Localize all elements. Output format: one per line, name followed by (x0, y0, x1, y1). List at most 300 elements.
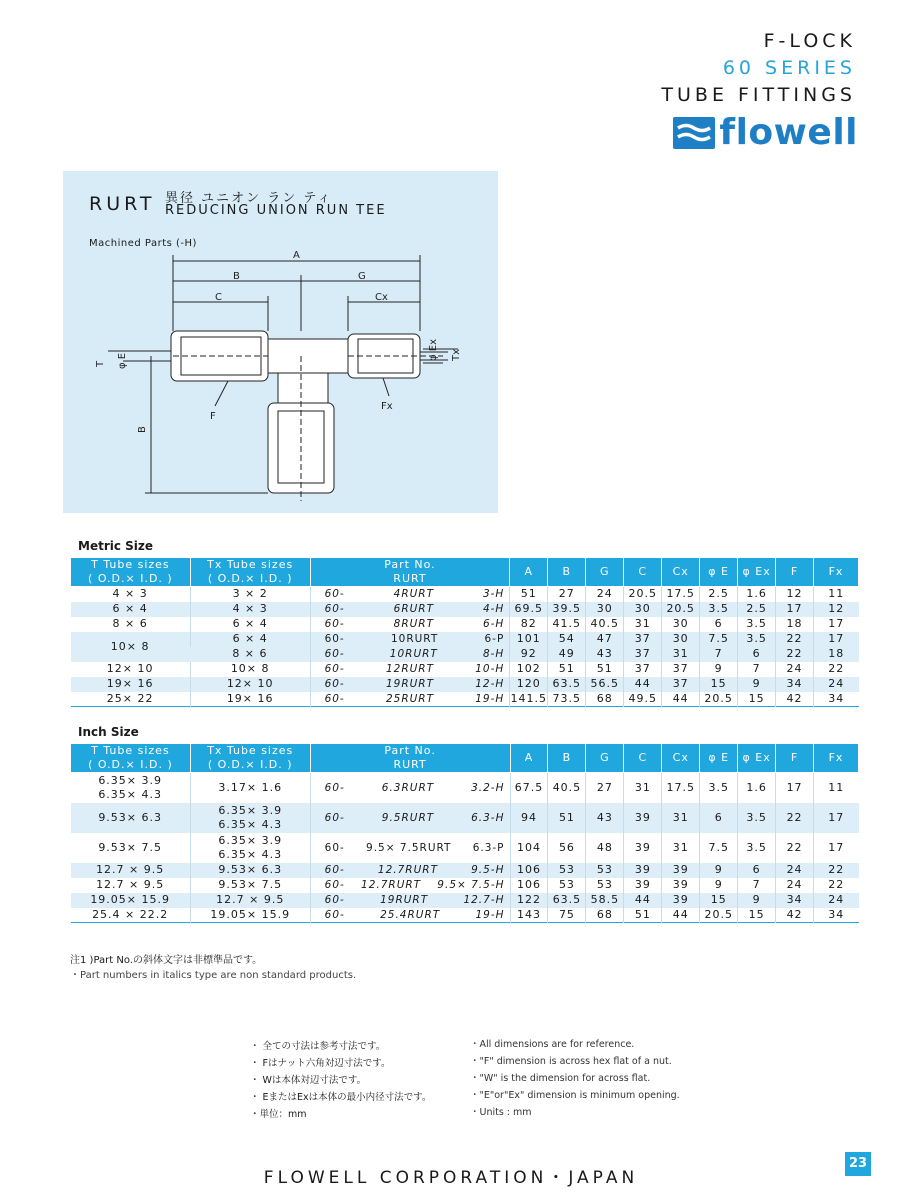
reference-note-en: ・All dimensions are for reference. (470, 1039, 635, 1050)
part-code: 12RURT (385, 663, 435, 675)
reference-note-jp: ・ Wは本体対辺寸法です。 (250, 1075, 367, 1086)
part-prefix: 60- (324, 603, 345, 615)
tx-tube-cell: 19× 16 (190, 692, 310, 707)
dim-phiex-cell: 7 (738, 662, 776, 677)
part-number-cell (310, 677, 510, 692)
tx-tube-value: 6.35× 3.9 (218, 803, 283, 817)
dim-g-cell: 51 (586, 662, 624, 677)
part-number (311, 841, 510, 855)
part-code: 6RURT (393, 603, 435, 615)
header-tube-fittings: TUBE FITTINGS (661, 84, 856, 106)
product-name-jp: 異径 ユニオン ラン ティ (165, 191, 333, 206)
header-a: A (510, 558, 548, 587)
header-part-no: Part No. RURT (310, 744, 510, 773)
dim-fx-cell: 34 (814, 692, 859, 707)
flowell-logo (673, 112, 858, 153)
dim-b-cell: 41.5 (548, 617, 586, 632)
table-row (71, 617, 859, 632)
t-tube-cell: 12× 10 (106, 662, 154, 675)
part-number (311, 632, 510, 646)
dim-label-phi-e: φ E (117, 352, 128, 369)
dim-label-a: A (293, 250, 300, 261)
tx-tube-values (191, 908, 310, 922)
dim-g-cell: 56.5 (586, 677, 624, 692)
dim-f-cell: 22 (776, 833, 814, 863)
dim-f-cell: 22 (776, 647, 814, 662)
dim-phie-cell: 9 (700, 878, 738, 893)
dim-g-cell: 68 (586, 908, 624, 923)
part-suffix: 4-H (482, 603, 505, 615)
dim-phiex-cell: 7 (738, 878, 776, 893)
t-tube-cell (71, 833, 191, 863)
dim-label-c: C (215, 292, 222, 303)
part-number (311, 863, 510, 877)
reference-notes-en (470, 1036, 680, 1121)
t-tube-cell (71, 893, 191, 908)
dim-phie-cell: 9 (700, 662, 738, 677)
dim-f-cell: 17 (776, 773, 814, 803)
tx-tube-value: 9.53× 6.3 (218, 863, 283, 876)
reference-note-en: ・"E"or"Ex" dimension is minimum opening. (470, 1090, 680, 1101)
dim-b-cell: 53 (548, 878, 586, 893)
dim-phie-cell: 7 (700, 647, 738, 662)
part-number-cell (310, 617, 510, 632)
dim-cx-cell: 31 (662, 803, 700, 833)
part-prefix: 60- (324, 663, 345, 675)
part-code: 9.5RURT (381, 811, 435, 824)
dim-c-cell: 20.5 (624, 587, 662, 602)
dim-phie-cell: 3.5 (700, 602, 738, 617)
flowell-logo-text: flowell (719, 112, 858, 153)
table-row (71, 893, 859, 908)
part-code: 25.4RURT (380, 908, 441, 921)
dim-f-cell: 22 (776, 632, 814, 647)
tx-tube-cell (190, 908, 310, 923)
t-tube-cell (71, 878, 191, 893)
t-tube-value: 9.53× 7.5 (98, 840, 163, 854)
table-row (71, 878, 859, 893)
dim-phie-cell: 15 (700, 677, 738, 692)
dim-fx-cell: 24 (814, 677, 859, 692)
header-tx-tube: Tx Tube sizes ( O.D.× I.D. ) (190, 558, 310, 587)
header-phi-ex: φ Ex (738, 558, 776, 587)
part-number-cell (310, 587, 510, 602)
header-phi-ex: φ Ex (738, 744, 776, 773)
header-b: B (548, 558, 586, 587)
dim-b-cell: 63.5 (548, 677, 586, 692)
dim-c-cell: 49.5 (624, 692, 662, 707)
dim-fx-cell: 17 (814, 833, 859, 863)
header-part-no: Part No. RURT (310, 558, 510, 587)
dim-phie-cell: 15 (700, 893, 738, 908)
dim-c-cell: 30 (624, 602, 662, 617)
t-tube-cell: 4 × 3 (112, 587, 148, 601)
dim-g-cell: 53 (586, 863, 624, 878)
dim-label-t: T (95, 360, 106, 367)
dim-g-cell: 43 (586, 647, 624, 662)
dim-a-cell: 92 (510, 647, 548, 662)
header-t-tube: T Tube sizes ( O.D.× I.D. ) (71, 744, 191, 773)
dim-b-cell: 49 (548, 647, 586, 662)
reference-note-en: ・"F" dimension is across hex flat of a nut. (470, 1056, 672, 1067)
dim-fx-cell: 24 (814, 893, 859, 908)
t-tube-values (71, 908, 190, 922)
dim-phie-cell: 2.5 (700, 587, 738, 602)
dim-f-cell: 17 (776, 602, 814, 617)
t-tube-cell (71, 863, 191, 878)
part-suffix: 19-H (475, 692, 505, 705)
part-number-cell (310, 908, 510, 923)
t-tube-value: 9.53× 6.3 (98, 810, 163, 824)
part-suffix: 9.5-H (471, 864, 505, 876)
dim-cx-cell: 39 (662, 878, 700, 893)
t-tube-values (71, 811, 190, 825)
dim-phiex-cell: 3.5 (738, 617, 776, 632)
dim-label-tx: Tx (451, 348, 462, 361)
dim-cx-cell: 44 (662, 908, 700, 923)
header-flock: F-LOCK (763, 30, 856, 52)
reference-note-en: ・Units : mm (470, 1107, 532, 1118)
dim-cx-cell: 44 (662, 692, 700, 707)
part-number (311, 617, 510, 631)
dim-cx-cell: 37 (662, 662, 700, 677)
table-row (71, 908, 859, 923)
tx-tube-value: 9.53× 7.5 (218, 878, 283, 891)
dim-cx-cell: 39 (662, 863, 700, 878)
part-prefix: 60- (324, 879, 345, 891)
t-tube-cell (71, 908, 191, 923)
dim-c-cell: 44 (624, 893, 662, 908)
table-row (71, 662, 859, 677)
part-prefix: 60- (324, 841, 345, 854)
dim-fx-cell: 17 (814, 617, 859, 632)
dim-c-cell: 51 (624, 908, 662, 923)
t-tube-values (71, 878, 190, 892)
part-number (311, 908, 510, 922)
dim-fx-cell: 17 (814, 632, 859, 647)
part-code: 10RURT (390, 633, 439, 645)
part-suffix: 3.2-H (471, 781, 505, 794)
dim-phie-cell: 6 (700, 803, 738, 833)
dim-a-cell: 120 (510, 677, 548, 692)
tx-tube-cell (190, 803, 310, 833)
dim-a-cell: 51 (510, 587, 548, 602)
dim-cx-cell: 20.5 (662, 602, 700, 617)
flowell-logo-mark-icon (673, 117, 715, 149)
part-suffix: 12.7-H (463, 894, 505, 906)
part-number (311, 692, 510, 706)
part-prefix: 60- (324, 633, 345, 645)
dim-cx-cell: 31 (662, 833, 700, 863)
reference-note-jp: ・ 全ての寸法は参考寸法です。 (250, 1041, 386, 1052)
dim-g-cell: 68 (586, 692, 624, 707)
dim-phie-cell: 20.5 (700, 908, 738, 923)
header-f: F (776, 744, 814, 773)
dim-c-cell: 37 (624, 632, 662, 647)
dim-phiex-cell: 15 (738, 692, 776, 707)
header-g: G (586, 744, 624, 773)
dim-cx-cell: 37 (662, 677, 700, 692)
machined-parts-label: Machined Parts (-H) (89, 238, 197, 249)
part-number-cell (310, 647, 510, 662)
part-number-cell (310, 632, 510, 647)
part-suffix: 10-H (475, 663, 505, 675)
dim-a-cell: 104 (510, 833, 548, 863)
part-number-cell (310, 863, 510, 878)
part-prefix: 60- (324, 894, 345, 906)
metric-size-label: Metric Size (78, 539, 154, 553)
t-tube-values (71, 774, 190, 802)
table-row (71, 833, 859, 863)
table-row (71, 803, 859, 833)
dim-a-cell: 82 (510, 617, 548, 632)
dim-cx-cell: 30 (662, 617, 700, 632)
dim-phiex-cell: 9 (738, 893, 776, 908)
dim-phie-cell: 7.5 (700, 833, 738, 863)
part-code: 9.5× 7.5RURT (366, 841, 452, 854)
dim-label-fx: Fx (381, 401, 393, 412)
header-t-tube: T Tube sizes ( O.D.× I.D. ) (71, 558, 191, 587)
t-tube-value: 19.05× 15.9 (90, 893, 171, 906)
header-b: B (548, 744, 586, 773)
dim-phie-cell: 3.5 (700, 773, 738, 803)
part-code: 4RURT (393, 588, 435, 601)
part-number-cell (310, 893, 510, 908)
dim-c-cell: 37 (624, 647, 662, 662)
header-phi-e: φ E (700, 558, 738, 587)
dim-cx-cell: 30 (662, 632, 700, 647)
tx-tube-values (191, 804, 310, 832)
dim-a-cell: 94 (510, 803, 548, 833)
reference-note-en: ・"W" is the dimension for across flat. (470, 1073, 651, 1084)
table-row (71, 773, 859, 803)
reference-note-jp: ・ Fはナット六角対辺寸法です。 (250, 1058, 391, 1069)
tx-tube-cell: 6 × 4 (190, 632, 310, 647)
t-tube-value: 12.7 × 9.5 (96, 878, 165, 891)
reference-notes-jp (250, 1038, 431, 1123)
header-series: 60 SERIES (722, 57, 856, 79)
t-tube-values (71, 863, 190, 877)
t-tube-value: 12.7 × 9.5 (96, 863, 165, 876)
header-c: C (624, 744, 662, 773)
dim-phie-cell: 7.5 (700, 632, 738, 647)
reference-note-jp: ・単位：mm (250, 1109, 307, 1120)
tx-tube-value: 6.35× 4.3 (218, 817, 283, 831)
dim-b-cell: 54 (548, 632, 586, 647)
dim-phiex-cell: 9 (738, 677, 776, 692)
dim-phiex-cell: 3.5 (738, 632, 776, 647)
dim-b-cell: 53 (548, 863, 586, 878)
part-suffix: 6.3-P (472, 841, 505, 854)
part-code: 10RURT (389, 648, 438, 660)
inch-size-table (70, 743, 859, 923)
footer-company: FLOWELL CORPORATION・JAPAN (263, 1168, 639, 1188)
t-tube-values (71, 893, 190, 907)
t-tube-cell: 6 × 4 (71, 602, 191, 617)
part-number-cell (310, 878, 510, 893)
part-number (311, 878, 510, 892)
dim-label-phi-ex: φ Ex (428, 338, 439, 361)
dim-g-cell: 43 (586, 803, 624, 833)
t-tube-value: 25.4 × 22.2 (92, 907, 169, 921)
part-suffix: 8-H (482, 648, 505, 660)
dim-g-cell: 48 (586, 833, 624, 863)
part-prefix: 60- (324, 618, 345, 630)
t-tube-cell (71, 773, 191, 803)
dim-g-cell: 30 (586, 602, 624, 617)
part-code: 12.7RURT (361, 879, 422, 891)
tx-tube-value: 19.05× 15.9 (210, 907, 291, 921)
dim-g-cell: 58.5 (586, 893, 624, 908)
dim-f-cell: 18 (776, 617, 814, 632)
dim-label-b-vertical: B (137, 426, 148, 433)
dim-label-g: G (358, 271, 366, 282)
t-tube-value: 6.35× 3.9 (98, 773, 163, 787)
dim-a-cell: 143 (510, 908, 548, 923)
dim-f-cell: 12 (776, 587, 814, 602)
part-suffix: 6-P (484, 633, 505, 645)
part-code: 8RURT (393, 618, 435, 630)
table-row (71, 692, 859, 707)
tx-tube-cell (190, 878, 310, 893)
dim-label-b: B (233, 271, 240, 282)
dim-b-cell: 27 (548, 587, 586, 602)
dim-phie-cell: 9 (700, 863, 738, 878)
part-suffix: 9.5× 7.5-H (437, 879, 505, 891)
part-number-cell (310, 773, 510, 803)
t-tube-cell: 10× 8 (71, 632, 191, 662)
part-number (311, 677, 510, 691)
note-italics-jp: 注1 )Part No.の斜体文字は非標準品です。 (70, 955, 263, 966)
header-cx: Cx (662, 744, 700, 773)
dim-f-cell: 22 (776, 803, 814, 833)
dim-c-cell: 37 (624, 662, 662, 677)
header-a: A (510, 744, 548, 773)
part-number (311, 781, 510, 795)
dim-c-cell: 44 (624, 677, 662, 692)
dim-fx-cell: 11 (814, 773, 859, 803)
part-number (311, 587, 510, 601)
reference-note-jp: ・ EまたはExは本体の最小内径寸法です。 (250, 1092, 432, 1103)
dim-f-cell: 34 (776, 677, 814, 692)
dim-phiex-cell: 1.6 (738, 587, 776, 602)
tx-tube-cell (190, 893, 310, 908)
part-prefix: 60- (324, 588, 345, 601)
header-c: C (624, 558, 662, 587)
dim-b-cell: 51 (548, 803, 586, 833)
dim-phiex-cell: 15 (738, 908, 776, 923)
table-row (71, 602, 859, 617)
tx-tube-value: 6.35× 4.3 (218, 847, 283, 861)
dim-g-cell: 40.5 (586, 617, 624, 632)
part-prefix: 60- (324, 864, 345, 876)
part-prefix: 60- (324, 781, 345, 794)
part-suffix: 6-H (482, 618, 505, 630)
part-code: 25RURT (385, 692, 435, 705)
part-suffix: 12-H (475, 678, 505, 690)
tx-tube-cell (190, 863, 310, 878)
part-number (311, 647, 510, 661)
dim-phiex-cell: 3.5 (738, 833, 776, 863)
dim-c-cell: 31 (624, 773, 662, 803)
part-code: 6.3RURT (381, 781, 435, 794)
dim-label-f: F (210, 411, 216, 422)
part-prefix: 60- (324, 678, 345, 690)
part-number-cell (310, 803, 510, 833)
table-row (71, 863, 859, 878)
dim-c-cell: 31 (624, 617, 662, 632)
t-tube-cell: 19× 16 (71, 677, 191, 692)
part-number (311, 662, 510, 676)
dim-f-cell: 42 (776, 692, 814, 707)
tx-tube-values (191, 834, 310, 862)
dim-c-cell: 39 (624, 803, 662, 833)
dim-phiex-cell: 2.5 (738, 602, 776, 617)
drawing-panel (63, 171, 498, 513)
tx-tube-values (191, 893, 310, 907)
part-code: 19RURT (380, 894, 429, 906)
table-row (71, 587, 859, 602)
dim-cx-cell: 17.5 (662, 773, 700, 803)
dim-b-cell: 51 (548, 662, 586, 677)
dim-phiex-cell: 6 (738, 647, 776, 662)
dim-b-cell: 40.5 (548, 773, 586, 803)
dim-f-cell: 24 (776, 878, 814, 893)
dim-c-cell: 39 (624, 863, 662, 878)
header-tx-tube: Tx Tube sizes ( O.D.× I.D. ) (190, 744, 310, 773)
dim-f-cell: 24 (776, 863, 814, 878)
dim-cx-cell: 31 (662, 647, 700, 662)
part-number-cell (310, 833, 510, 863)
dim-phiex-cell: 6 (738, 863, 776, 878)
t-tube-cell: 8 × 6 (112, 617, 148, 630)
dim-fx-cell: 18 (814, 647, 859, 662)
tx-tube-cell: 6 × 4 (190, 617, 310, 632)
table-row (71, 677, 859, 692)
t-tube-value: 6.35× 4.3 (98, 787, 163, 801)
dim-a-cell: 106 (510, 863, 548, 878)
dim-fx-cell: 34 (814, 908, 859, 923)
dim-a-cell: 141.5 (510, 691, 548, 705)
dim-fx-cell: 12 (814, 602, 859, 617)
dim-fx-cell: 22 (814, 878, 859, 893)
metric-size-table (70, 557, 859, 707)
dim-a-cell: 122 (510, 893, 548, 908)
dim-phiex-cell: 3.5 (738, 803, 776, 833)
header-fx: Fx (814, 558, 859, 587)
tx-tube-cell (190, 833, 310, 863)
part-prefix: 60- (324, 908, 345, 921)
t-tube-values (71, 841, 190, 855)
product-code: RURT (89, 193, 156, 215)
tx-tube-values (191, 863, 310, 877)
dim-a-cell: 101 (510, 632, 548, 647)
tee-fitting-drawing (63, 171, 498, 513)
dim-b-cell: 63.5 (548, 893, 586, 908)
dim-b-cell: 39.5 (548, 602, 586, 617)
tx-tube-cell: 3 × 2 (190, 587, 310, 602)
part-suffix: 6.3-H (471, 811, 505, 824)
dim-fx-cell: 17 (814, 803, 859, 833)
dim-phiex-cell: 1.6 (738, 773, 776, 803)
dim-a-cell: 69.5 (510, 602, 548, 617)
part-number (311, 602, 510, 616)
inch-size-label: Inch Size (78, 725, 139, 739)
tx-tube-value: 6.35× 3.9 (218, 833, 283, 847)
part-number-cell (310, 602, 510, 617)
part-prefix: 60- (324, 692, 345, 705)
part-number-cell (310, 662, 510, 677)
